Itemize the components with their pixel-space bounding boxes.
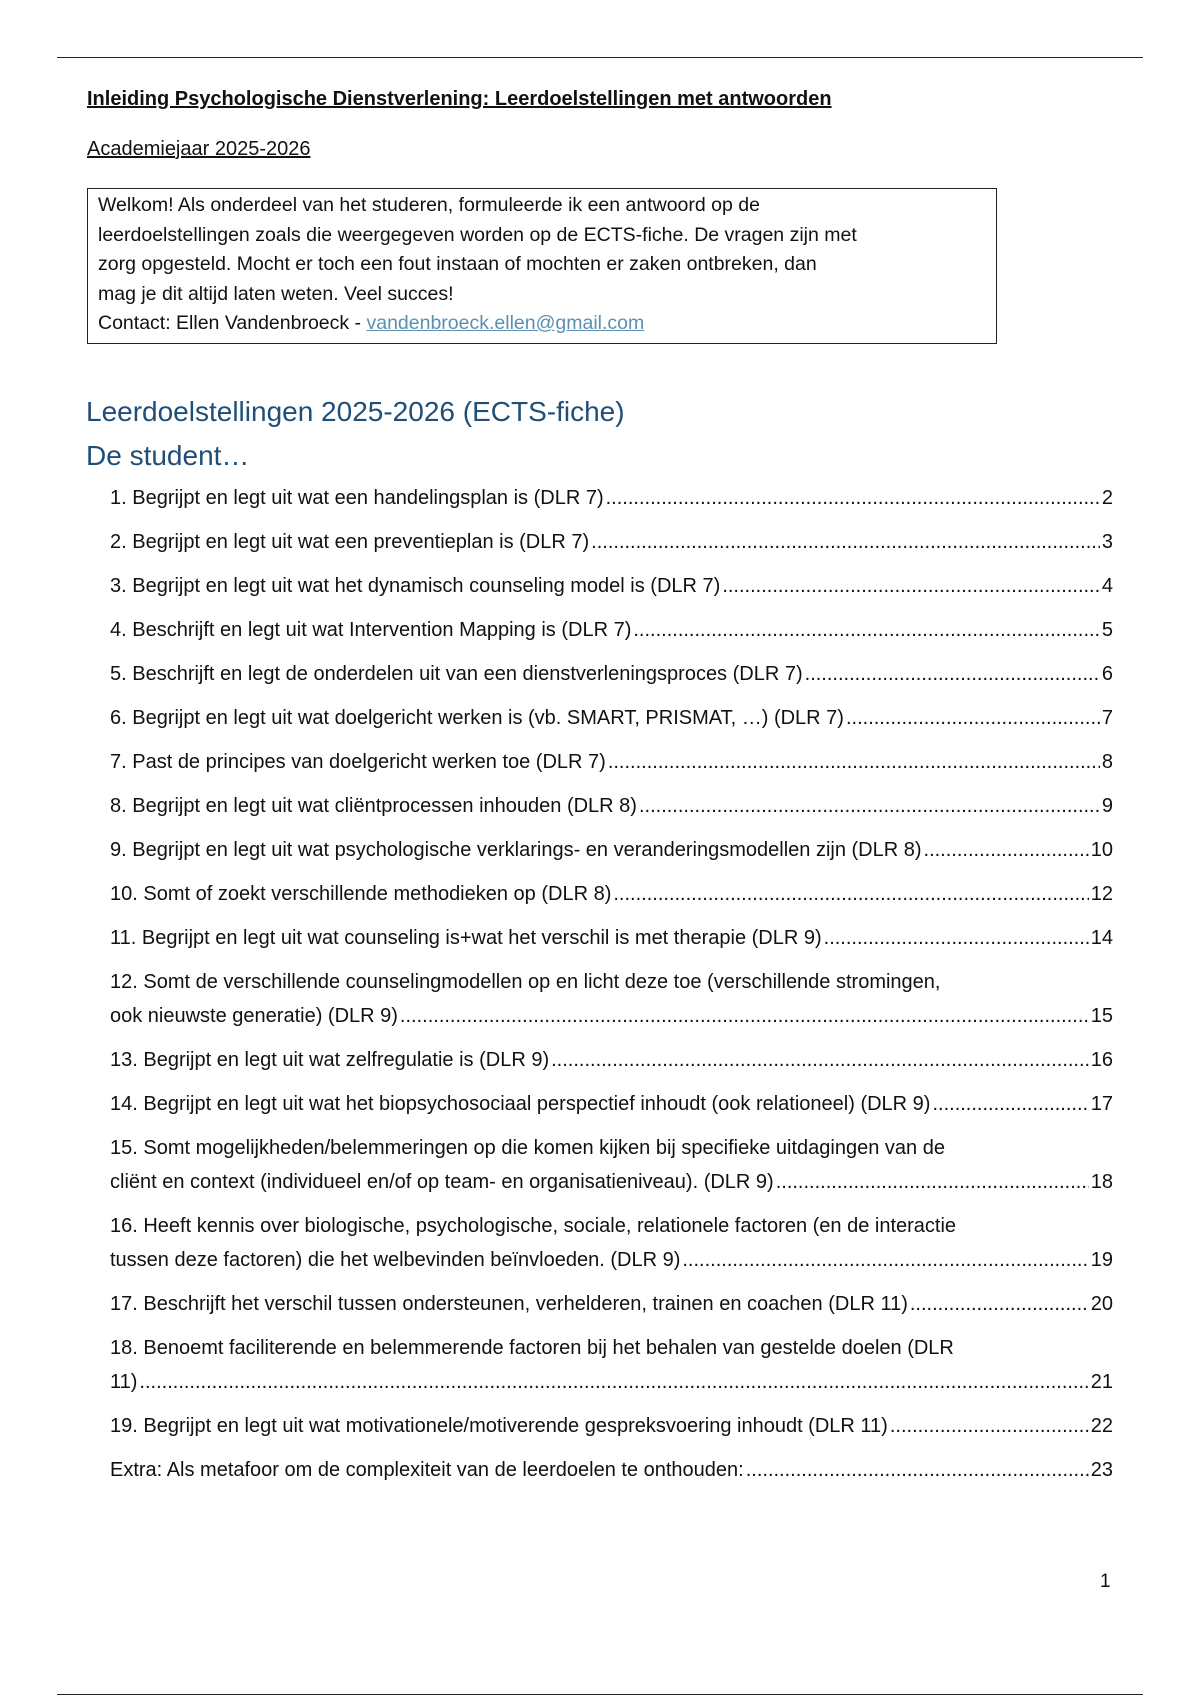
toc-page-number: 12: [1090, 883, 1113, 905]
toc-page-number: 3: [1101, 531, 1113, 553]
toc-entry-text: 9. Begrijpt en legt uit wat psychologische verklarings- en veranderingsmodellen zijn (DLR 8): [110, 839, 922, 861]
toc-entry-text: 15. Somt mogelijkheden/belemmeringen op die komen kijken bij specifieke uitdagingen van de: [110, 1137, 945, 1159]
toc-entry[interactable]: [110, 569, 1113, 603]
toc-entry-text: 10. Somt of zoekt verschillende methodieken op (DLR 8): [110, 883, 612, 905]
toc-page-number: 18: [1090, 1171, 1113, 1193]
toc-entry[interactable]: [110, 481, 1113, 515]
toc-entry-text: ook nieuwste generatie) (DLR 9): [110, 1005, 398, 1027]
toc-entry[interactable]: [110, 1043, 1113, 1077]
toc-entry[interactable]: [110, 1087, 1113, 1121]
toc-dot-leader: [608, 745, 1100, 779]
toc-entry-text: 12. Somt de verschillende counselingmodellen op en licht deze toe (verschillende stromingen,: [110, 971, 941, 993]
toc-entry[interactable]: [110, 1409, 1113, 1443]
welcome-line: Welkom! Als onderdeel van het studeren, formuleerde ik een antwoord op de: [98, 194, 760, 216]
document-title: Inleiding Psychologische Dienstverlening: Leerdoelstellingen met antwoorden: [87, 88, 832, 110]
toc-entry[interactable]: [110, 921, 1113, 955]
toc-dot-leader: [824, 921, 1089, 955]
toc-entry[interactable]: [110, 657, 1113, 691]
toc-entry-text: 13. Begrijpt en legt uit wat zelfregulatie is (DLR 9): [110, 1049, 550, 1071]
toc-entry[interactable]: [110, 745, 1113, 779]
toc-page-number: 8: [1101, 751, 1113, 773]
toc-page-number: 20: [1090, 1293, 1113, 1315]
toc-entry-text: 4. Beschrijft en legt uit wat Intervention Mapping is (DLR 7): [110, 619, 632, 641]
toc-page-number: 17: [1090, 1093, 1113, 1115]
toc-entry[interactable]: [110, 613, 1113, 647]
toc-entry[interactable]: [110, 877, 1113, 911]
toc-entry-text: 1. Begrijpt en legt uit wat een handelingsplan is (DLR 7): [110, 487, 604, 509]
toc-entry-text: 7. Past de principes van doelgericht werken toe (DLR 7): [110, 751, 606, 773]
toc-page-number: 15: [1090, 1005, 1113, 1027]
toc-dot-leader: [746, 1453, 1089, 1487]
section-subheading: De student…: [86, 440, 250, 471]
toc-dot-leader: [139, 1365, 1088, 1399]
toc-dot-leader: [551, 1043, 1089, 1077]
toc-page-number: 16: [1090, 1049, 1113, 1071]
toc-dot-leader: [591, 525, 1100, 559]
toc-entry[interactable]: [110, 789, 1113, 823]
toc-page-number: 21: [1090, 1371, 1113, 1393]
toc-page-number: 9: [1101, 795, 1113, 817]
toc-page-number: 5: [1101, 619, 1113, 641]
toc-dot-leader: [846, 701, 1100, 735]
toc-entry-text: tussen deze factoren) die het welbevinden beïnvloeden. (DLR 9): [110, 1249, 681, 1271]
toc-entry-text: 17. Beschrijft het verschil tussen ondersteunen, verhelderen, trainen en coachen (DLR 11): [110, 1293, 908, 1315]
toc-dot-leader: [924, 833, 1089, 867]
contact-line: [98, 309, 986, 339]
academic-year: Academiejaar 2025-2026: [87, 138, 311, 160]
toc-entry-text: 14. Begrijpt en legt uit wat het biopsychosociaal perspectief inhoudt (ook relationeel) (DLR 9): [110, 1093, 931, 1115]
toc-page-number: 23: [1090, 1459, 1113, 1481]
toc-entry-text: cliënt en context (individueel en/of op team- en organisatieniveau). (DLR 9): [110, 1171, 774, 1193]
toc-entry[interactable]: [110, 525, 1113, 559]
toc-entry[interactable]: [110, 1331, 1113, 1399]
toc-page-number: 14: [1090, 927, 1113, 949]
toc-dot-leader: [606, 481, 1100, 515]
toc-entry[interactable]: [110, 1453, 1113, 1487]
toc-dot-leader: [910, 1287, 1089, 1321]
toc-entry-text: 18. Benoemt faciliterende en belemmerende factoren bij het behalen van gestelde doelen (DLR: [110, 1337, 954, 1359]
contact-email-link[interactable]: vandenbroeck.ellen@gmail.com: [366, 312, 645, 334]
toc-page-number: 10: [1090, 839, 1113, 861]
toc-entry[interactable]: [110, 1209, 1113, 1277]
toc-entry-text: 16. Heeft kennis over biologische, psychologische, sociale, relationele factoren (en de interactie: [110, 1215, 957, 1237]
toc-dot-leader: [805, 657, 1100, 691]
page-number: 1: [1100, 1571, 1111, 1592]
toc-dot-leader: [400, 999, 1089, 1033]
toc-entry-text: 6. Begrijpt en legt uit wat doelgericht werken is (vb. SMART, PRISMAT, …) (DLR 7): [110, 707, 844, 729]
toc-page-number: 4: [1101, 575, 1113, 597]
top-rule: [57, 57, 1143, 58]
toc-entry[interactable]: [110, 1287, 1113, 1321]
toc-entry-text: 19. Begrijpt en legt uit wat motivationele/motiverende gespreksvoering inhoudt (DLR 11): [110, 1415, 888, 1437]
toc-dot-leader: [613, 877, 1088, 911]
toc-dot-leader: [682, 1243, 1088, 1277]
toc-entry-text: 5. Beschrijft en legt de onderdelen uit van een dienstverleningsproces (DLR 7): [110, 663, 803, 685]
section-heading: Leerdoelstellingen 2025-2026 (ECTS-fiche): [86, 396, 625, 427]
table-of-contents: [110, 481, 1113, 1497]
welcome-line: leerdoelstellingen zoals die weergegeven worden op de ECTS-fiche. De vragen zijn met: [98, 223, 857, 246]
toc-entry[interactable]: [110, 833, 1113, 867]
bottom-rule: [57, 1694, 1143, 1695]
toc-page-number: 19: [1090, 1249, 1113, 1271]
toc-dot-leader: [722, 569, 1100, 603]
toc-entry[interactable]: [110, 965, 1113, 1033]
toc-page-number: 6: [1101, 663, 1113, 685]
toc-entry-text: 8. Begrijpt en legt uit wat cliëntprocessen inhouden (DLR 8): [110, 795, 637, 817]
toc-entry-text: 11. Begrijpt en legt uit wat counseling is+wat het verschil is met therapie (DLR 9): [110, 927, 822, 949]
toc-page-number: 7: [1101, 707, 1113, 729]
toc-dot-leader: [633, 613, 1100, 647]
welcome-line: mag je dit altijd laten weten. Veel succes!: [98, 282, 454, 305]
toc-entry[interactable]: [110, 1131, 1113, 1199]
toc-entry[interactable]: [110, 701, 1113, 735]
welcome-box: [87, 188, 997, 344]
toc-entry-text: 3. Begrijpt en legt uit wat het dynamisch counseling model is (DLR 7): [110, 575, 721, 597]
toc-dot-leader: [776, 1165, 1089, 1199]
contact-label: Contact: Ellen Vandenbroeck -: [98, 312, 367, 334]
toc-entry-text: Extra: Als metafoor om de complexiteit van de leerdoelen te onthouden:: [110, 1459, 744, 1481]
toc-page-number: 22: [1090, 1415, 1113, 1437]
toc-entry-text: 2. Begrijpt en legt uit wat een preventieplan is (DLR 7): [110, 531, 590, 553]
toc-entry-text: 11): [110, 1371, 138, 1393]
toc-dot-leader: [890, 1409, 1089, 1443]
toc-page-number: 2: [1101, 487, 1113, 509]
toc-dot-leader: [932, 1087, 1088, 1121]
toc-dot-leader: [639, 789, 1100, 823]
welcome-line: zorg opgesteld. Mocht er toch een fout instaan of mochten er zaken ontbreken, dan: [98, 253, 817, 275]
